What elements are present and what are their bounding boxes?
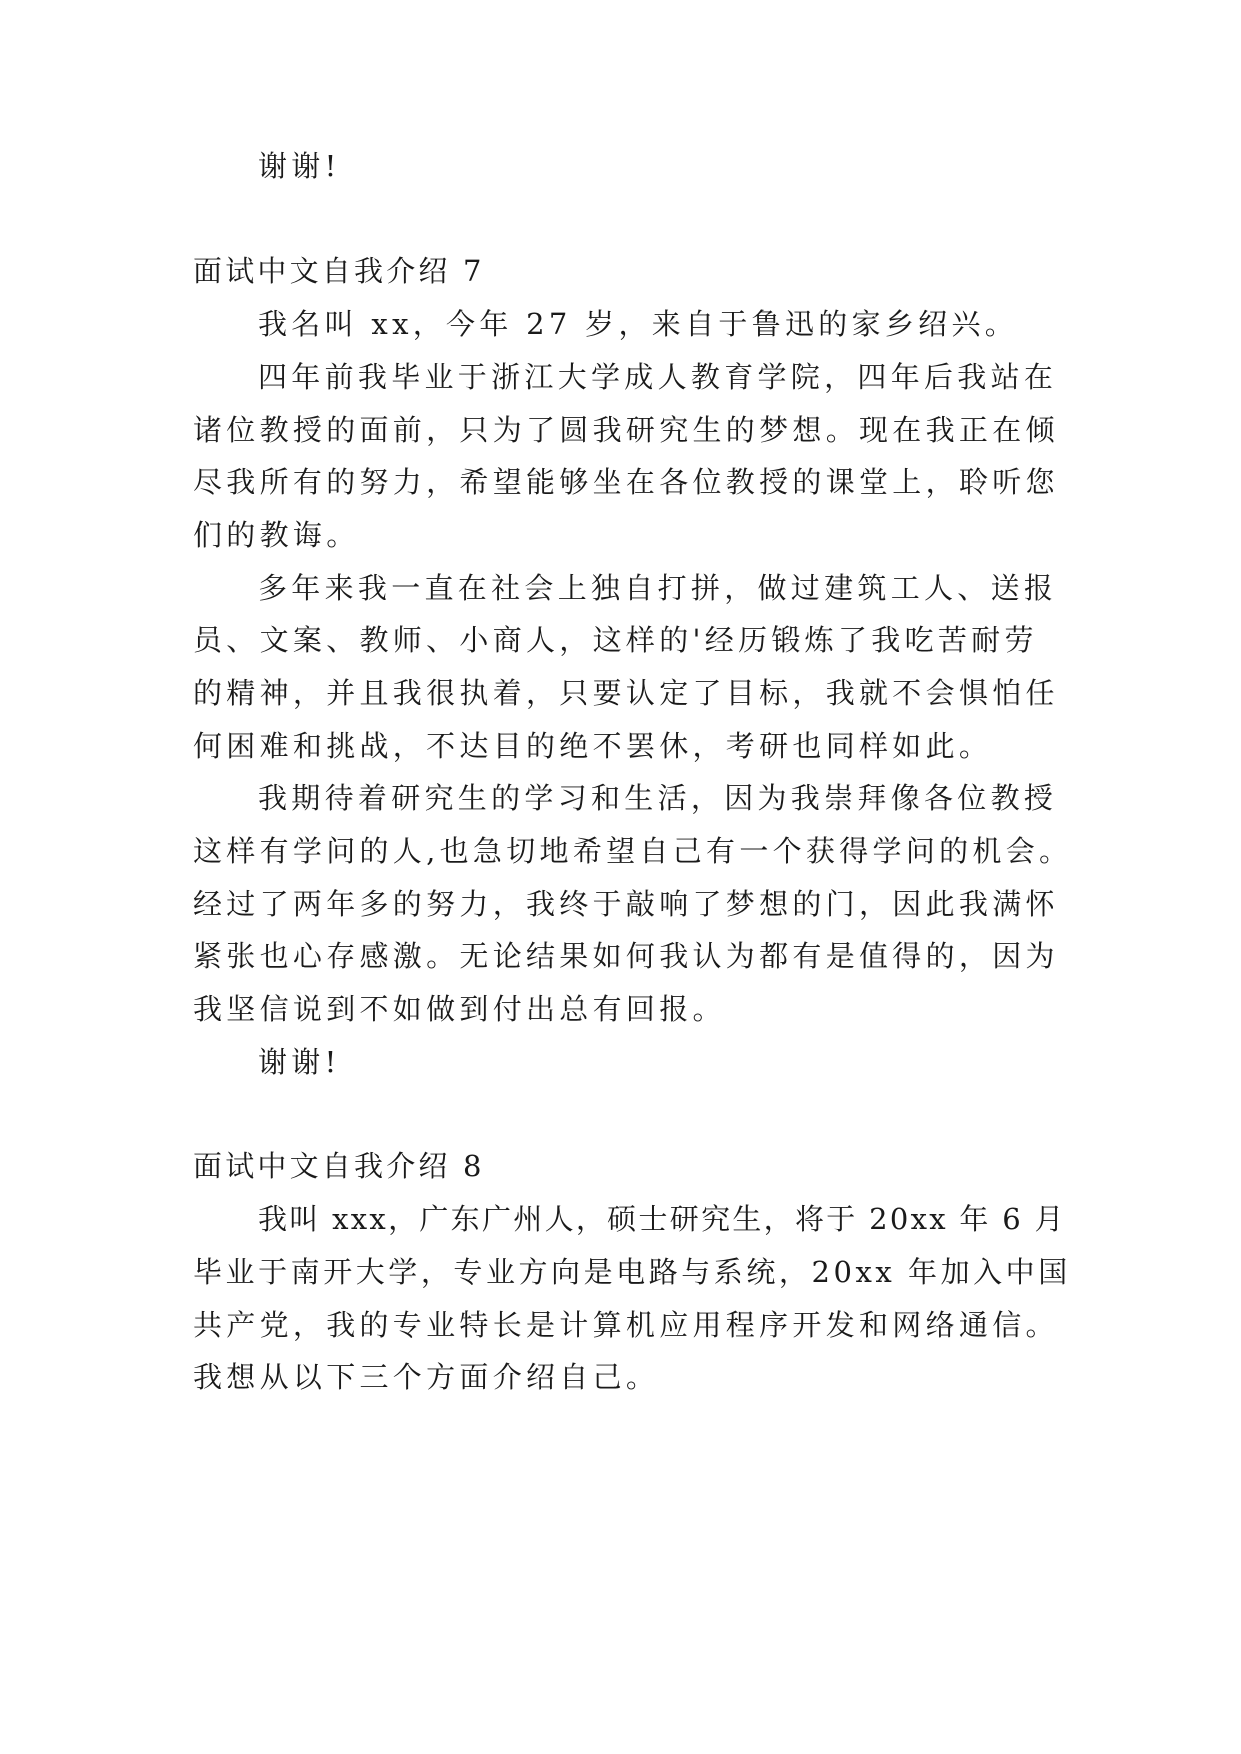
paragraph-line: 共产党，我的专业特长是计算机应用程序开发和网络通信。 (193, 1308, 1059, 1342)
paragraph-line: 们的教诲。 (193, 518, 360, 552)
paragraph-line: 我名叫 xx，今年 27 岁，来自于鲁迅的家乡绍兴。 (258, 307, 1019, 341)
paragraph-line: 经过了两年多的努力，我终于敲响了梦想的门，因此我满怀 (193, 887, 1059, 921)
paragraph-line: 我叫 xxx，广东广州人，硕士研究生，将于 20xx 年 6 月 (258, 1202, 1066, 1236)
paragraph-line: 的精神，并且我很执着，只要认定了目标，我就不会惧怕任 (193, 676, 1059, 710)
thanks-line: 谢谢! (258, 149, 341, 183)
paragraph-line: 诸位教授的面前，只为了圆我研究生的梦想。现在我正在倾 (193, 413, 1059, 447)
paragraph-line: 紧张也心存感激。无论结果如何我认为都有是值得的，因为 (193, 939, 1059, 973)
section-heading-7: 面试中文自我介绍 7 (193, 254, 485, 288)
paragraph-line: 毕业于南开大学，专业方向是电路与系统，20xx 年加入中国 (193, 1255, 1071, 1289)
paragraph-line: 我期待着研究生的学习和生活，因为我崇拜像各位教授 (258, 781, 1058, 815)
thanks-line: 谢谢! (258, 1045, 341, 1079)
section-heading-8: 面试中文自我介绍 8 (193, 1149, 485, 1183)
paragraph-line: 多年来我一直在社会上独自打拼，做过建筑工人、送报 (258, 571, 1058, 605)
paragraph-line: 我坚信说到不如做到付出总有回报。 (193, 992, 726, 1026)
paragraph-line: 我想从以下三个方面介绍自己。 (193, 1360, 660, 1394)
paragraph-line: 尽我所有的努力，希望能够坐在各位教授的课堂上，聆听您 (193, 465, 1059, 499)
paragraph-line: 员、文案、教师、小商人，这样的'经历锻炼了我吃苦耐劳 (193, 623, 1038, 657)
paragraph-line: 这样有学问的人,也急切地希望自己有一个获得学问的机会。 (193, 834, 1073, 868)
paragraph-line: 何困难和挑战，不达目的绝不罢休，考研也同样如此。 (193, 729, 993, 763)
paragraph-line: 四年前我毕业于浙江大学成人教育学院，四年后我站在 (258, 360, 1058, 394)
